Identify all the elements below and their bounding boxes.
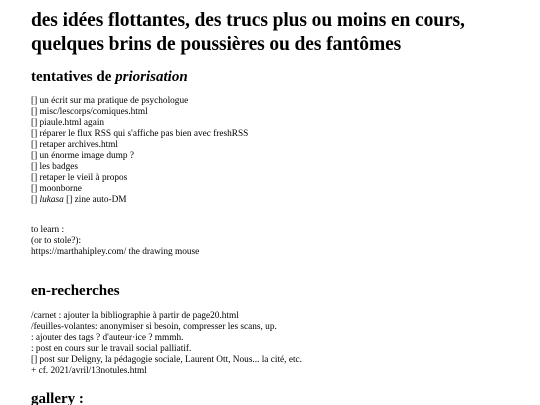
priorisation-item: [] les badges [31,162,78,172]
priorisation-item: [] moonborne [31,184,82,194]
page-title-line-1: des idées flottantes, des trucs plus ou moins en cours, [31,10,465,31]
page-title-line-2: quelques brins de poussières ou des fantômes [31,34,402,55]
recherches-list [31,311,531,377]
priorisation-item[interactable] [31,140,531,151]
priorisation-list [31,96,531,206]
learn-line: to learn : [31,225,65,235]
priorisation-heading-emphasis: priorisation [115,69,188,85]
recherches-item-link[interactable]: /carnet : ajouter la bibliographie à partir de page20.html [31,311,239,321]
learn-line: (or to stole?): [31,236,82,246]
recherches-item[interactable] [31,311,531,322]
priorisation-item-link[interactable]: [] retaper archives.html [31,140,118,150]
page-content [31,0,531,405]
priorisation-item: [] retaper le vieil à propos [31,173,128,183]
priorisation-item: [] un écrit sur ma pratique de psychologue [31,96,189,106]
gallery-heading: gallery : [31,391,84,405]
recherches-item-link[interactable]: /feuilles-volantes: anonymiser si besoin, compresser les scans, up. [31,322,277,332]
priorisation-item [31,195,531,206]
priorisation-item-link[interactable]: [] piaule.html again [31,118,105,128]
recherches-item-link[interactable]: + cf. 2021/avril/13notules.html [31,366,147,376]
priorisation-item: [] réparer le flux RSS qui s'affiche pas bien avec freshRSS [31,129,249,139]
recherches-heading: en-recherches [31,283,120,299]
recherches-item[interactable] [31,322,531,333]
learn-line[interactable] [31,247,531,258]
priorisation-item[interactable] [31,118,531,129]
priorisation-item: [] un énorme image dump ? [31,151,135,161]
priorisation-item[interactable] [31,107,531,118]
lukasa-emphasis: lukasa [39,195,64,205]
priorisation-heading-prefix: tentatives de [31,69,116,85]
priorisation-heading [31,68,531,86]
learn-block [31,225,531,258]
priorisation-last-suffix: [] zine auto-DM [63,195,127,205]
recherches-item: : ajouter des tags ? d'auteur·ice ? mmmh. [31,333,184,343]
page-title [31,9,531,57]
recherches-item: : post en cours sur le travail social palliatif. [31,344,192,354]
recherches-item[interactable] [31,366,531,377]
learn-link[interactable]: https://marthahipley.com/ the drawing mouse [31,247,200,257]
priorisation-last-prefix: [] [31,195,40,205]
recherches-item: [] post sur Deligny, la pédagogie sociale, Laurent Ott, Nous... la cité, etc. [31,355,302,365]
priorisation-item-link[interactable]: [] misc/lescorps/comiques.html [31,107,148,117]
